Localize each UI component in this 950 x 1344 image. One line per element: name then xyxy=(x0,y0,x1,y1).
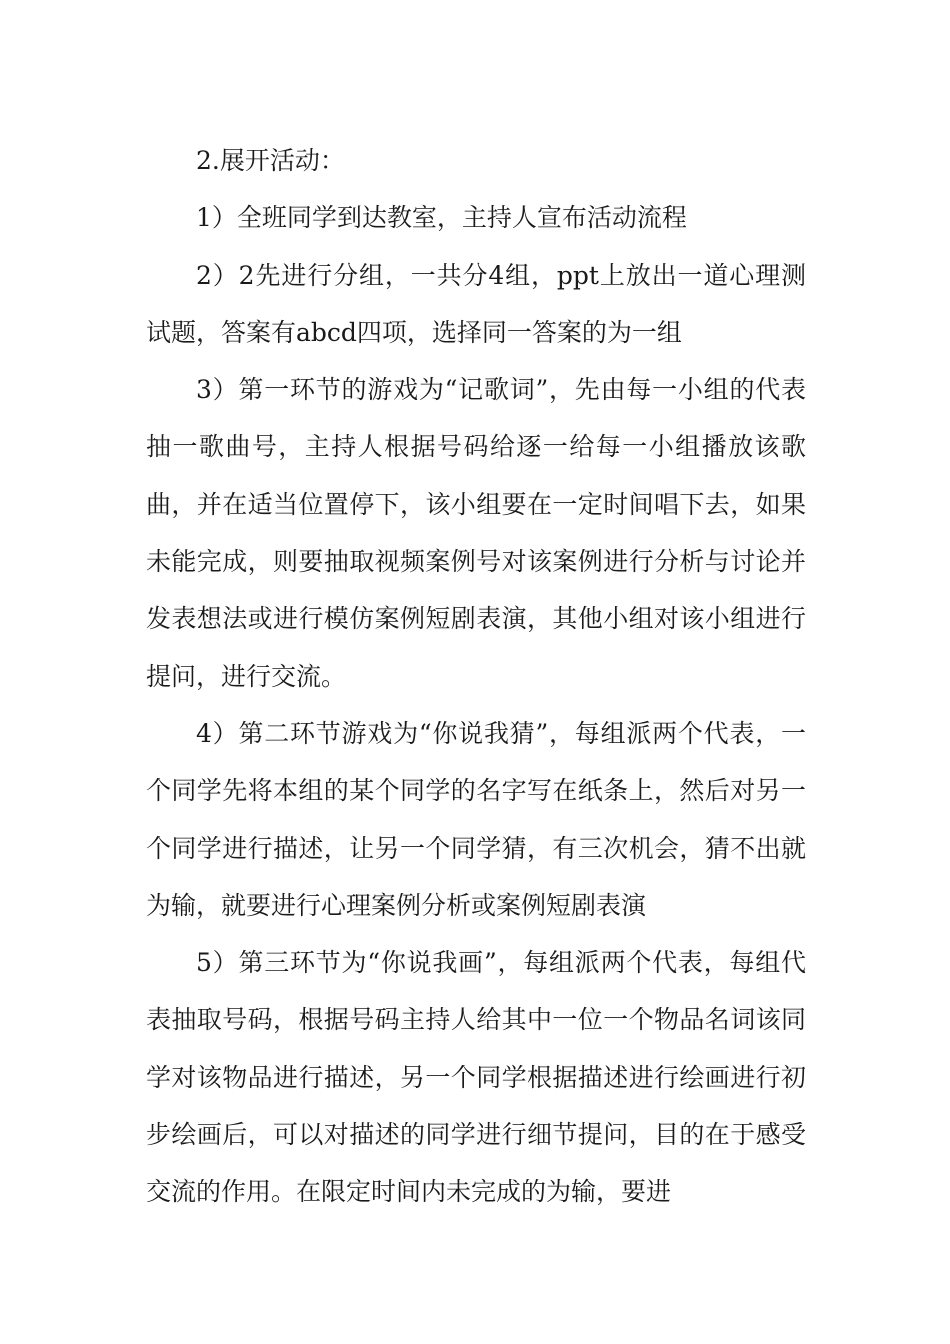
list-item: 2）2先进行分组，一共分4组，ppt上放出一道心理测试题，答案有abcd四项，选择同一答案的为一组 xyxy=(146,260,806,347)
list-item: 4）第二环节游戏为“你说我猜”，每组派两个代表，一个同学先将本组的某个同学的名字写在纸条上，然后对另一个同学进行描述，让另一个同学猜，有三次机会，猜不出就为输，就要进行心理案例分析或案例短剧表演 xyxy=(146,718,806,920)
list-item: 3）第一环节的游戏为“记歌词”，先由每一小组的代表抽一歌曲号，主持人根据号码给逐一给每一小组播放该歌曲，并在适当位置停下，该小组要在一定时间唱下去，如果未能完成，则要抽取视频案例号对该案例进行分析与讨论并发表想法或进行模仿案例短剧表演，其他小组对该小组进行提问，进行交流。 xyxy=(146,375,806,691)
list-item: 5）第三环节为“你说我画”，每组派两个代表，每组代表抽取号码，根据号码主持人给其中一位一个物品名词该同学对该物品进行描述，另一个同学根据描述进行绘画进行初步绘画后，可以对描述的同学进行细节提问，目的在于感受交流的作用。在限定时间内未完成的为输，要进 xyxy=(146,948,806,1207)
list-item: 1）全班同学到达教室，主持人宣布活动流程 xyxy=(196,203,687,233)
document-body xyxy=(146,132,806,1221)
section-heading: 2.展开活动： xyxy=(196,146,345,175)
